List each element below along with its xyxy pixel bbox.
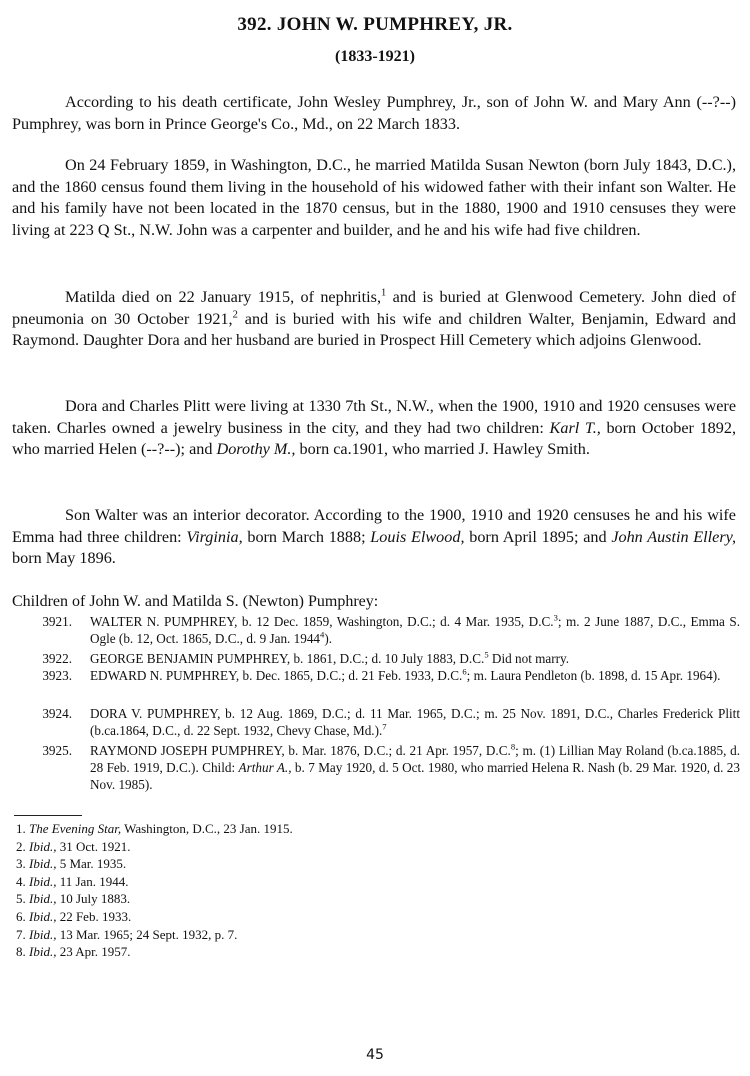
text-run: EDWARD N. PUMPHREY, b. Dec. 1865, D.C.; d. 21 Feb. 1933, D.C. [90,668,463,683]
footnotes [16,820,716,961]
text-run: b. 7 May 1920, d. 5 Oct. 1980, who married Helena R. Nash (b. 29 Mar. 1920, d. 23 Nov. 1985). [90,760,740,793]
footnote [16,890,716,908]
text-run: Did not marry. [488,651,570,666]
footnote-ref: 5 [484,649,489,660]
text-run: 11 Jan. 1944. [56,873,129,889]
italic-text: Virginia, [186,527,243,546]
text-run: 10 July 1883. [56,891,131,907]
text-run: born ca.1901, who married J. Hawley Smith. [295,440,590,458]
italic-text: Ibid., [29,838,57,854]
footnote-ref: 4 [320,629,325,640]
child-text [90,650,740,667]
text-run: On 24 February 1859, in Washington, D.C., he married Matilda Susan Newton (born July 1843, D.C.), and the 1860 census found them living in the household of his widowed father with their infant son Walter. He and his family have not been located in the 1870 census, but in the 1880, 1900 and 1910 censuses they were living at 223 Q St., N.W. John was a carpenter and builder, and he and his wife had five children. [12,156,736,239]
child-number: 3924. [42,706,72,721]
italic-text: Ibid., [29,873,57,889]
italic-text: Ibid., [29,908,57,924]
footnote-ref: 3 [553,612,558,623]
text-run: born May 1896. [12,549,116,567]
text-run: 5 Mar. 1935. [56,856,127,872]
text-run: 13 Mar. 1965; 24 Sept. 1932, p. 7. [56,926,238,942]
text-run: 5. [16,891,29,907]
page-number: 45 [366,1047,384,1063]
text-run: ; m. (1) Lillian May Roland (b.ca.1885, d. 28 Feb. 1919, D.C.). Child: [90,743,740,776]
children-heading: Children of John W. and Matilda S. (Newton) Pumphrey: [12,593,379,610]
footnote [16,855,716,873]
text-run: ; m. 2 June 1887, D.C., Emma S. Ogle (b. 12, Oct. 1865, D.C., d. 9 Jan. 1944 [90,614,740,647]
text-run: Washington, D.C., 23 Jan. 1915. [121,821,293,836]
paragraph-walter [12,505,736,570]
text-run: 3. [16,856,29,872]
footnote [16,908,716,926]
child-number: 3921. [42,614,72,629]
italic-text: Arthur A., [238,760,292,776]
text-run: 2. [16,838,29,854]
text-run: 8. [16,944,29,960]
text-run: 23 Apr. 1957. [56,944,131,960]
text-run: and is buried with his wife and children Walter, Benjamin, Edward and Raymond. Daughter Dora and her husband are buried in Prospect Hill Cemetery which adjoins Glenwood. [12,309,737,349]
child-text [90,705,740,739]
text-run: ; m. Laura Pendleton (b. 1898, d. 15 Apr. 1964). [466,668,721,683]
paragraph-deaths [12,287,736,352]
text-run: WALTER N. PUMPHREY, b. 12 Dec. 1859, Washington, D.C.; d. 4 Mar. 1935, D.C. [90,614,554,629]
child-text [90,613,740,647]
footnote-ref: 6 [462,666,467,677]
child-text [90,742,740,794]
child-number: 3925. [42,743,72,758]
text-run: Dora and Charles Plitt were living at 1330 7th St., N.W., when the 1900, 1910 and 1920 censuses were taken. Charles owned a jewelry business in the city, and they had two children: [12,397,736,437]
child-text [90,667,740,684]
text-run: born October 1892, who married Helen (--?--); and [12,418,736,458]
italic-text: Ibid., [29,891,57,907]
life-dates: (1833-1921) [335,48,415,65]
text-run: According to his death certificate, John Wesley Pumphrey, Jr., son of John W. and Mary Ann (--?--) Pumphrey, was born in Prince George's Co., Md., on 22 March 1833. [12,93,736,133]
footnote [16,820,716,838]
footnote [16,838,716,856]
text-run: DORA V. PUMPHREY, b. 12 Aug. 1869, D.C.; d. 11 Mar. 1965, D.C.; m. 25 Nov. 1891, D.C., Charles Frederick Plitt (b.ca.1864, D.C., d. 22 Sept. 1932, Chevy Chase, Md.). [90,706,740,739]
italic-text: Ibid., [29,944,57,960]
page-title: 392. JOHN W. PUMPHREY, JR. [237,14,513,35]
paragraph-birth [12,92,736,135]
text-run: born March 1888; [242,527,371,546]
italic-text: John Austin Ellery, [611,527,737,546]
child-number: 3922. [42,651,72,666]
text-run: Matilda died on 22 January 1915, of nephritis, [65,288,382,306]
text-run: GEORGE BENJAMIN PUMPHREY, b. 1861, D.C.; d. 10 July 1883, D.C. [90,651,485,666]
text-run: ). [324,631,333,647]
footnote [16,926,716,944]
footnote-divider [14,815,82,816]
footnote-ref: 7 [382,721,387,732]
text-run: born April 1895; and [464,527,612,546]
child-number: 3923. [42,668,72,683]
text-run: 1. [16,821,29,836]
text-run: 7. [16,926,29,942]
paragraph-dora [12,396,736,461]
footnote-ref: 8 [510,741,516,752]
italic-text: The Evening Star, [29,821,122,836]
paragraph-marriage [12,155,736,241]
text-run: and is buried at Glenwood Cemetery. John died of pneumonia on 30 October 1921, [12,288,736,328]
text-run: RAYMOND JOSEPH PUMPHREY, b. Mar. 1876, D.C.; d. 21 Apr. 1957, D.C. [90,743,511,758]
italic-text: Dorothy M., [216,440,296,458]
footnote-ref: 2 [232,309,238,321]
italic-text: Ibid., [29,856,57,872]
italic-text: Louis Elwood, [370,527,465,546]
italic-text: Karl T., [549,418,601,437]
text-run: Son Walter was an interior decorator. According to the 1900, 1910 and 1920 censuses he and his wife Emma had three children: [12,506,736,546]
footnote [16,943,716,961]
text-run: 22 Feb. 1933. [56,908,132,924]
footnote-ref: 1 [381,287,387,299]
text-run: 31 Oct. 1921. [56,838,131,854]
italic-text: Ibid., [29,926,57,942]
text-run: 6. [16,908,29,924]
footnote [16,873,716,891]
text-run: 4. [16,873,29,889]
